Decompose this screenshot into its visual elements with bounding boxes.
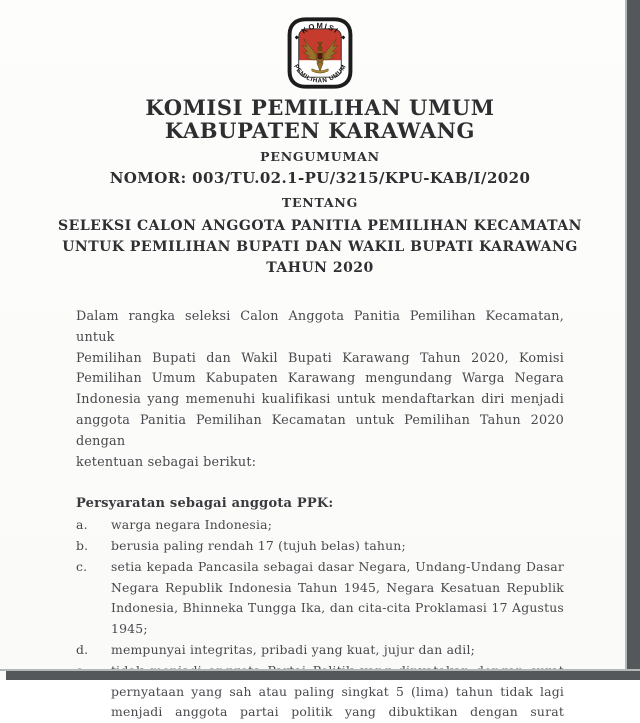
list-item-text: menjadi anggota partai politik yang dibuktikan dengan surat [111, 704, 564, 720]
requirements-list [76, 515, 564, 723]
org-name [0, 97, 640, 142]
about-label: TENTANG [281, 195, 359, 210]
paragraph-line: Pemilihan Umum Kabupaten Karawang mengundang Warga Negara [76, 371, 564, 387]
list-item-text: mempunyai integritas, pribadi yang kuat, jujur dan adil; [111, 641, 475, 657]
doc-type-title: PENGUMUMAN [260, 149, 380, 164]
list-item-text: Negara Republik Indonesia Tahun 1945, Negara Kesatuan Republik [111, 579, 564, 595]
list-item [76, 640, 564, 661]
list-item [76, 557, 564, 640]
list-item-text: setia kepada Pancasila sebagai dasar Negara, Undang-Undang Dasar [111, 558, 564, 574]
list-item-text: warga negara Indonesia; [111, 517, 273, 533]
list-item-text: 1945; [111, 621, 148, 637]
scan-edge-right [625, 0, 640, 680]
list-item-label: b. [76, 537, 89, 553]
paragraph-line: Dalam rangka seleksi Calon Anggota Panitia Pemilihan Kecamatan, untuk [76, 309, 564, 345]
org-name-line2: KABUPATEN KARAWANG [164, 117, 476, 143]
doc-number: NOMOR: 003/TU.02.1-PU/3215/KPU-KAB/I/2020 [109, 169, 531, 187]
paragraph-line: ketentuan sebagai berikut: [76, 454, 257, 470]
list-item [76, 536, 564, 557]
list-item [76, 515, 564, 536]
logo-top-text: KOMISI [299, 21, 341, 36]
doc-subject-line1: SELEKSI CALON ANGGOTA PANITIA PEMILIHAN KECAMATAN [58, 218, 582, 234]
doc-subject-line3: TAHUN 2020 [266, 260, 374, 276]
list-item-label: c. [76, 558, 88, 574]
list-item-text: berusia paling rendah 17 (tujuh belas) tahun; [111, 537, 406, 553]
list-item-label: d. [76, 641, 89, 657]
kpu-logo [287, 17, 353, 89]
org-name-line1: KOMISI PEMILIHAN UMUM [145, 95, 495, 120]
requirements-heading: Persyaratan sebagai anggota PPK: [76, 496, 334, 512]
list-item-label: a. [76, 517, 88, 533]
paragraph-line: Indonesia yang memenuhi kualifikasi untuk mendaftarkan diri menjadi [76, 392, 564, 408]
paragraph-line: anggota Panitia Pemilihan Kecamatan untuk Pemilihan Tahun 2020 dengan [76, 412, 564, 449]
paragraph-line: Pemilihan Bupati dan Wakil Bupati Karawang Tahun 2020, Komisi [76, 350, 564, 366]
logo-bottom-text: PEMILIHAN UMUM [292, 63, 348, 85]
list-item-text: Indonesia, Bhinneka Tungga Ika, dan cita-cita Proklamasi 17 Agustus [111, 600, 564, 616]
opening-paragraph [76, 307, 564, 473]
kpu-logo-emblem [287, 17, 353, 89]
scan-edge-bottom [6, 671, 640, 680]
list-item-text: pernyataan yang sah atau paling singkat 5 (lima) tahun tidak lagi [111, 683, 564, 699]
doc-subject-line2: UNTUK PEMILIHAN BUPATI DAN WAKIL BUPATI KARAWANG [62, 239, 578, 255]
doc-subject [0, 216, 640, 279]
